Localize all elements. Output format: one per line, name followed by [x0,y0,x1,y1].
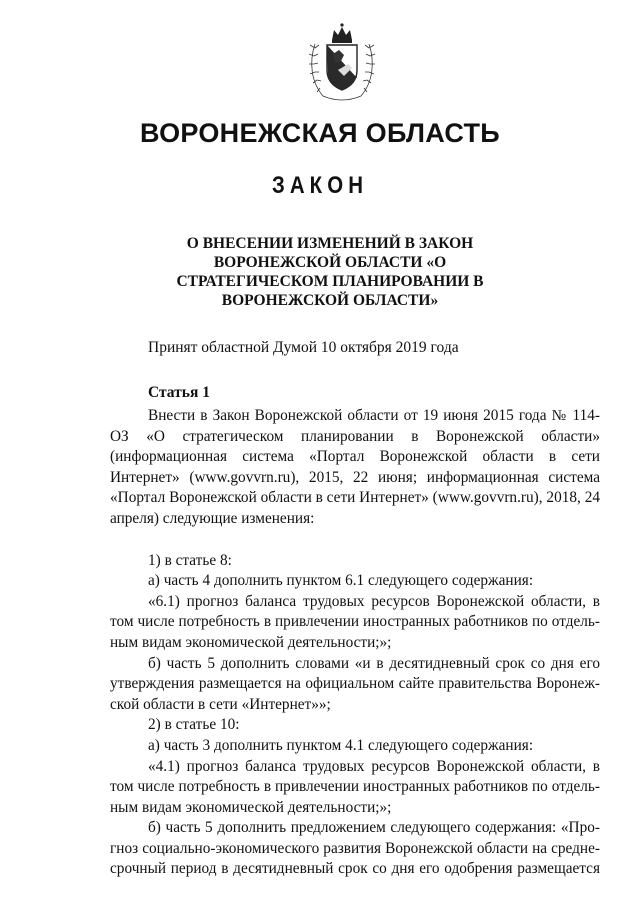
article-paragraph: Внести в Закон Воронежской области от 19 июня 2015 года № 114-ОЗ «О стратегическом планировании в Воронежской области» (информационная система «Портал Воронежской области в сети Интернет» (www.govvrn.ru), 2015, 22 июня; информационная система «Портал Воронежской области в сети Интернет» (www.govvrn.ru), 2018, 24 апреля) следующие изменения: [110,407,600,527]
article-paragraph: 1) в статье 8: [148,551,232,569]
article-body [110,406,600,880]
article-paragraph: «6.1) прогноз баланса трудовых ресурсов Воронежской области, в том числе потребность в привлечении иностранных работников по отдельным видам экономической деятельности;»; [110,592,600,651]
article-paragraph: 2) в статье 10: [148,716,240,734]
article-heading: Статья 1 [148,384,210,401]
article-paragraph: б) часть 5 дополнить предложением следующего содержания: «Прогноз социально-экономического развития Воронежской области на среднесрочный период в десятидневный срок со дня его одобрения размещается [110,819,600,878]
coat-of-arms-icon [305,18,379,104]
law-title: ЗАКОН [271,172,369,199]
law-subject: О ВНЕСЕНИИ ИЗМЕНЕНИЙ В ЗАКОН ВОРОНЕЖСКОЙ ОБЛАСТИ «О СТРАТЕГИЧЕСКОМ ПЛАНИРОВАНИИ В ВОРОНЕЖСКОЙ ОБЛАСТИ» [176,235,484,309]
article-paragraph: б) часть 5 дополнить словами «и в десятидневный срок со дня его утверждения размещается на официальном сайте правительства Воронежской области в сети «Интернет»»; [110,654,600,713]
article-paragraph: а) часть 3 дополнить пунктом 4.1 следующего содержания: [148,736,534,754]
adoption-date: Принят областной Думой 10 октября 2019 года [148,339,459,356]
article-paragraph: «4.1) прогноз баланса трудовых ресурсов Воронежской области, в том числе потребность в привлечении иностранных работников по отдельным видам экономической деятельности;»; [110,757,600,816]
region-title: ВОРОНЕЖСКАЯ ОБЛАСТЬ [139,118,501,148]
article-paragraph: а) часть 4 дополнить пунктом 6.1 следующего содержания: [148,572,534,590]
